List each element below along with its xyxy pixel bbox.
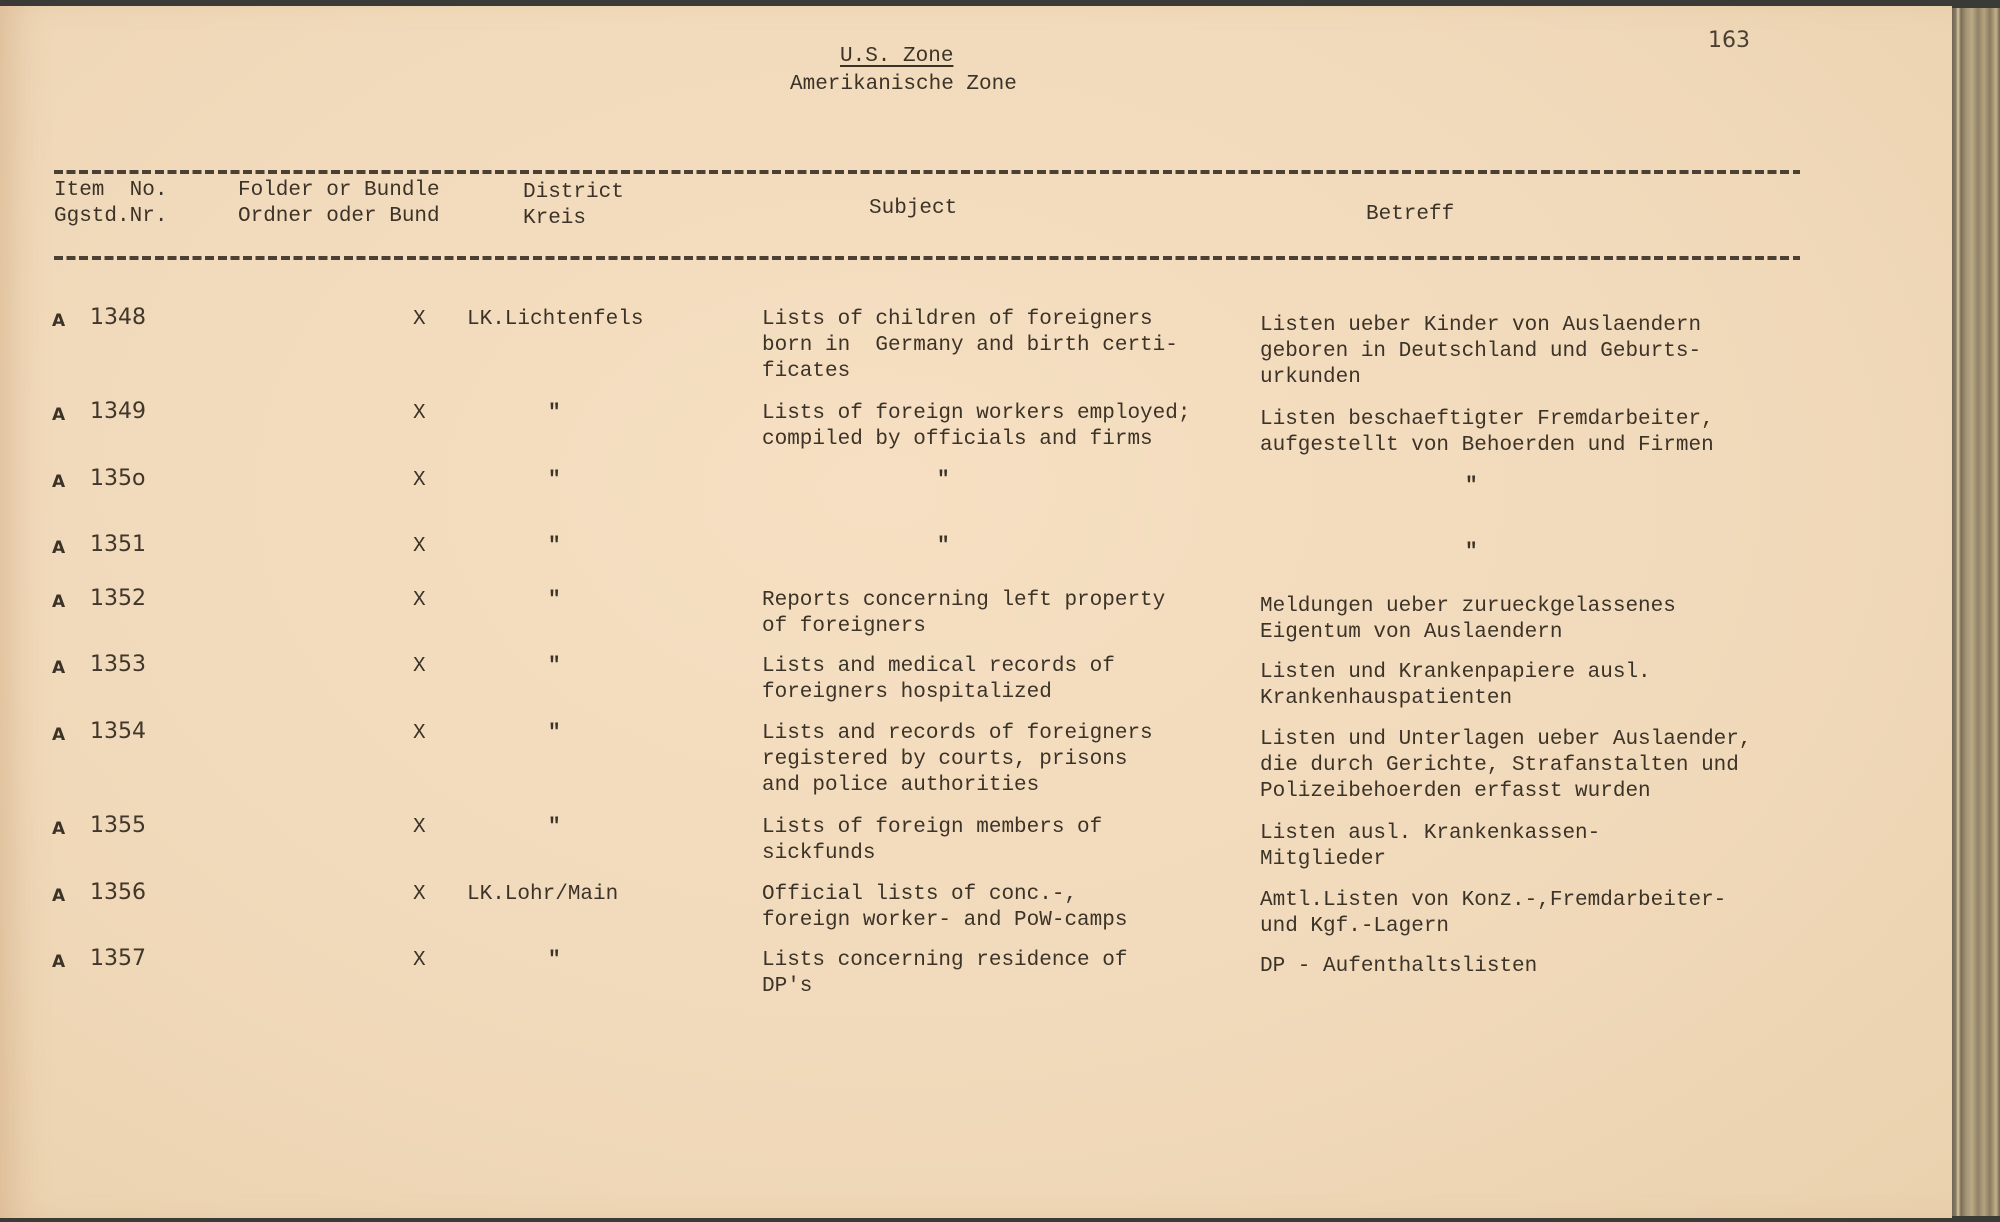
item-prefix: A xyxy=(52,725,66,745)
betreff-line: " xyxy=(1465,541,1478,564)
folder-mark: X xyxy=(413,949,426,972)
district: " xyxy=(548,949,561,972)
subject-line: of foreigners xyxy=(762,615,926,638)
folder-mark: X xyxy=(413,883,426,906)
district: " xyxy=(548,589,561,612)
page-number: 163 xyxy=(1708,28,1750,53)
item-number: 1348 xyxy=(90,305,146,330)
folder-mark: X xyxy=(413,308,426,331)
header-district-en: District xyxy=(523,181,624,204)
district: " xyxy=(548,655,561,678)
paper-page xyxy=(0,6,1952,1218)
header-folder-en: Folder or Bundle xyxy=(238,179,440,202)
header-subject: Subject xyxy=(869,197,958,220)
betreff-line: Listen und Krankenpapiere ausl. xyxy=(1260,661,1651,684)
subject-line: sickfunds xyxy=(762,842,876,865)
subject-line: Lists and medical records of xyxy=(762,655,1115,678)
item-number: 1349 xyxy=(90,399,146,424)
header-item-de: Ggstd.Nr. xyxy=(54,205,168,228)
betreff-line: Listen ueber Kinder von Auslaendern xyxy=(1260,314,1702,337)
betreff-line: Amtl.Listen von Konz.-,Fremdarbeiter- xyxy=(1260,889,1727,912)
subject-line: Reports concerning left property xyxy=(762,589,1166,612)
item-prefix: A xyxy=(52,472,66,492)
header-folder-de: Ordner oder Bund xyxy=(238,205,440,228)
betreff-line: Listen und Unterlagen ueber Auslaender, xyxy=(1260,728,1752,751)
book-page-edges xyxy=(1952,8,2000,1216)
subject-line: Lists of children of foreigners xyxy=(762,308,1153,331)
betreff-line: Listen ausl. Krankenkassen- xyxy=(1260,822,1601,845)
item-prefix: A xyxy=(52,538,66,558)
betreff-line: die durch Gerichte, Strafanstalten und xyxy=(1260,754,1739,777)
betreff-line: " xyxy=(1465,475,1478,498)
district: " xyxy=(548,816,561,839)
subject-line: " xyxy=(937,535,950,558)
betreff-line: Mitglieder xyxy=(1260,848,1387,871)
zone-title: U.S. Zone xyxy=(840,45,954,68)
subject-line: Lists of foreign members of xyxy=(762,816,1103,839)
item-number: 1351 xyxy=(90,532,146,557)
subject-line: registered by courts, prisons xyxy=(762,748,1128,771)
header-district-de: Kreis xyxy=(523,207,587,230)
folder-mark: X xyxy=(413,589,426,612)
subject-line: Lists of foreign workers employed; xyxy=(762,402,1191,425)
district: " xyxy=(548,402,561,425)
item-number: 135o xyxy=(90,466,146,491)
district: LK.Lohr/Main xyxy=(467,883,619,906)
item-prefix: A xyxy=(52,311,66,331)
item-number: 1353 xyxy=(90,652,146,677)
betreff-line: urkunden xyxy=(1260,366,1361,389)
folder-mark: X xyxy=(413,469,426,492)
subject-line: and police authorities xyxy=(762,774,1040,797)
subject-line: born in Germany and birth certi- xyxy=(762,334,1178,357)
folder-mark: X xyxy=(413,722,426,745)
zone-subtitle: Amerikanische Zone xyxy=(790,73,1017,96)
item-number: 1352 xyxy=(90,586,146,611)
document-body xyxy=(0,6,1952,1218)
folder-mark: X xyxy=(413,655,426,678)
item-prefix: A xyxy=(52,819,66,839)
subject-line: foreign worker- and PoW-camps xyxy=(762,909,1128,932)
subject-line: Lists and records of foreigners xyxy=(762,722,1153,745)
district: " xyxy=(548,469,561,492)
header-betreff: Betreff xyxy=(1366,203,1455,226)
subject-line: " xyxy=(937,469,950,492)
subject-line: DP's xyxy=(762,975,813,998)
district: " xyxy=(548,722,561,745)
folder-mark: X xyxy=(413,402,426,425)
item-prefix: A xyxy=(52,886,66,906)
subject-line: Lists concerning residence of xyxy=(762,949,1128,972)
betreff-line: Eigentum von Auslaendern xyxy=(1260,621,1563,644)
folder-mark: X xyxy=(413,816,426,839)
header-bottom-rule xyxy=(54,256,1800,260)
betreff-line: geboren in Deutschland und Geburts- xyxy=(1260,340,1702,363)
header-top-rule xyxy=(54,170,1800,174)
subject-line: foreigners hospitalized xyxy=(762,681,1052,704)
item-prefix: A xyxy=(52,405,66,425)
item-prefix: A xyxy=(52,592,66,612)
item-number: 1356 xyxy=(90,880,146,905)
header-item-en: Item No. xyxy=(54,179,168,202)
item-prefix: A xyxy=(52,658,66,678)
betreff-line: Polizeibehoerden erfasst wurden xyxy=(1260,780,1651,803)
district: LK.Lichtenfels xyxy=(467,308,644,331)
district: " xyxy=(548,535,561,558)
item-number: 1355 xyxy=(90,813,146,838)
subject-line: ficates xyxy=(762,360,851,383)
item-number: 1354 xyxy=(90,719,146,744)
betreff-line: Meldungen ueber zurueckgelassenes xyxy=(1260,595,1676,618)
betreff-line: DP - Aufenthaltslisten xyxy=(1260,955,1538,978)
item-prefix: A xyxy=(52,952,66,972)
folder-mark: X xyxy=(413,535,426,558)
item-number: 1357 xyxy=(90,946,146,971)
subject-line: compiled by officials and firms xyxy=(762,428,1153,451)
betreff-line: und Kgf.-Lagern xyxy=(1260,915,1450,938)
subject-line: Official lists of conc.-, xyxy=(762,883,1078,906)
betreff-line: aufgestellt von Behoerden und Firmen xyxy=(1260,434,1714,457)
betreff-line: Listen beschaeftigter Fremdarbeiter, xyxy=(1260,408,1714,431)
betreff-line: Krankenhauspatienten xyxy=(1260,687,1513,710)
